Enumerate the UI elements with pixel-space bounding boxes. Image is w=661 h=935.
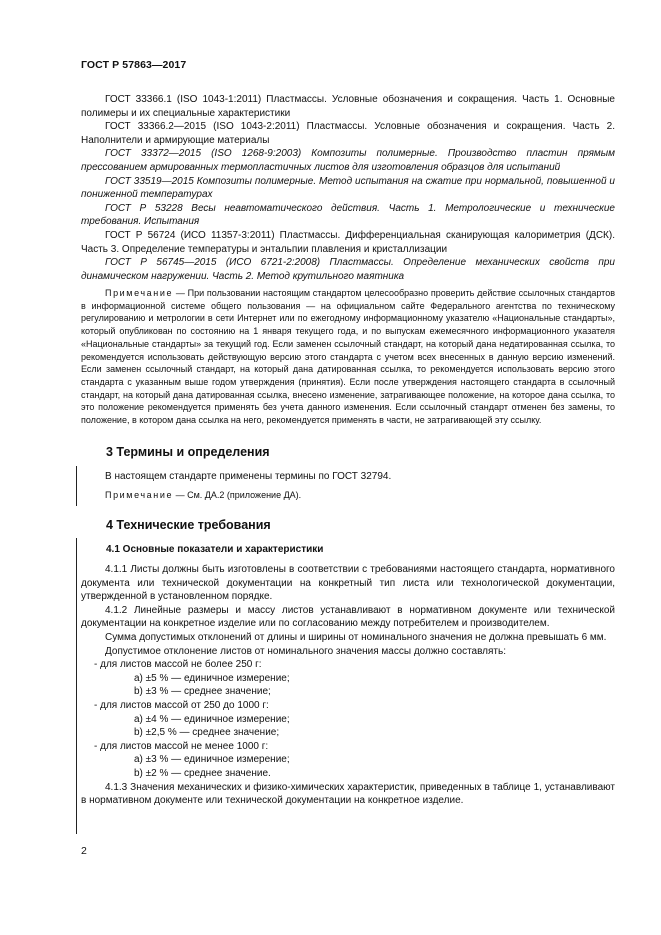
- list-item: а) ±3 % — единичное измерение;: [134, 754, 290, 766]
- section-4-body: [81, 563, 615, 808]
- reference-item: ГОСТ 33366.1 (ISO 1043-1:2011) Пластмассы. Условные обозначения и сокращения. Часть 1. Основные полимеры и их специальные характеристики: [81, 94, 615, 119]
- list-item: - для листов массой от 250 до 1000 г:: [94, 699, 269, 711]
- section-3-heading: 3 Термины и определения: [106, 445, 270, 459]
- list-item: b) ±2 % — среднее значение.: [134, 767, 271, 779]
- paragraph-4-1-2: 4.1.2 Линейные размеры и массу листов устанавливают в нормативном документе или технической документации на конкретное изделие или по согласованию между потребителем и производителем.: [81, 604, 615, 630]
- paragraph-sum: Сумма допустимых отклонений от длины и ширины от номинального значения не должна превышать 6 мм.: [105, 631, 607, 643]
- reference-item: ГОСТ 33366.2—2015 (ISO 1043-2:2011) Пластмассы. Условные обозначения и сокращения. Часть 2. Наполнители и армирующие материалы: [81, 121, 615, 146]
- paragraph-deviation: Допустимое отклонение листов от номинального значения массы должно составлять:: [105, 645, 507, 657]
- section-3-note: [81, 489, 615, 502]
- section-3-text: [81, 470, 615, 484]
- references-block: [81, 93, 615, 283]
- note-text: — См. ДА.2 (приложение ДА).: [173, 490, 302, 500]
- list-item: b) ±3 % — среднее значение;: [134, 686, 271, 698]
- note-text: — При пользовании настоящим стандартом целесообразно проверить действие ссылочных стандартов в информационной системе общего пользования — на официальном сайте Федерального агентства по техническому регулированию и метрологии в сети Интернет или по ежегодному информационному указателю «Национальные стандарты», который опубликован по состоянию на 1 января текущего года, и по выпускам ежемесячного информационного указателя «Национальные стандарты» за текущий год. Если заменен ссылочный стандарт, на который дана недатированная ссылка, то рекомендуется использовать действующую версию этого стандарта с учетом всех внесенных в данную версию изменений. Если заменен ссылочный стандарт, на который дана датированная ссылка, то рекомендуется использовать версию этого стандарта с указанным выше годом утверждения (принятия). Если после утверждения настоящего стандарта в ссылочный стандарт, на который дана датированная ссылка, внесено изменение, затрагивающее положение, на которое дана ссылка, то это положение рекомендуется применять без учета данного изменения. Если ссылочный стандарт отменен без замены, то положение, в котором дана ссылка на него, рекомендуется применять в части, не затрагивающей эту ссылку.: [81, 288, 615, 426]
- change-bar: [76, 538, 77, 834]
- list-item: - для листов массой не более 250 г:: [94, 659, 262, 671]
- list-item: а) ±4 % — единичное измерение;: [134, 713, 290, 725]
- page-number: 2: [81, 845, 87, 857]
- subsection-4-1-heading: 4.1 Основные показатели и характеристики: [106, 544, 324, 555]
- section-3-paragraph: В настоящем стандарте применены термины по ГОСТ 32794.: [105, 471, 392, 482]
- reference-item: ГОСТ Р 53228 Весы неавтоматического действия. Часть 1. Метрологические и технические требования. Испытания: [81, 202, 615, 228]
- reference-item: ГОСТ 33372—2015 (ISO 1268-9:2003) Композиты полимерные. Производство пластин прямым прессованием армированных термопластичных листов для изготовления образцов для испытаний: [81, 148, 615, 173]
- list-item: а) ±5 % — единичное измерение;: [134, 672, 290, 684]
- paragraph-4-1-1: 4.1.1 Листы должны быть изготовлены в соответствии с требованиями настоящего стандарта, нормативного документа или технической документации на конкретный тип листа или технологической документации, утвержденной в установленном порядке.: [81, 564, 615, 603]
- reference-item: ГОСТ Р 56724 (ИСО 11357-3:2011) Пластмассы. Дифференциальная сканирующая калориметрия (ДСК). Часть 3. Определение температуры и энтальпии плавления и кристаллизации: [81, 229, 615, 255]
- list-item: b) ±2,5 % — среднее значение;: [134, 727, 280, 739]
- section-4-heading: 4 Технические требования: [106, 518, 271, 532]
- reference-item: ГОСТ Р 56745—2015 (ИСО 6721-2:2008) Пластмассы. Определение механических свойств при динамическом нагружении. Часть 2. Метод крутильного маятника: [81, 257, 615, 282]
- document-header: ГОСТ Р 57863—2017: [81, 59, 187, 71]
- reference-item: ГОСТ 33519—2015 Композиты полимерные. Метод испытания на сжатие при нормальной, повышенной и пониженной температурах: [81, 175, 615, 201]
- list-item: - для листов массой не менее 1000 г:: [94, 740, 269, 752]
- note-label: Примечание: [105, 490, 174, 500]
- change-bar: [76, 466, 77, 506]
- paragraph-4-1-3: 4.1.3 Значения механических и физико-химических характеристик, приведенных в таблице 1, устанавливают в нормативном документе или технической документации на конкретное изделие.: [81, 781, 615, 807]
- note-block: [81, 287, 615, 427]
- deviation-list: [81, 658, 615, 780]
- note-label: Примечание: [105, 288, 174, 298]
